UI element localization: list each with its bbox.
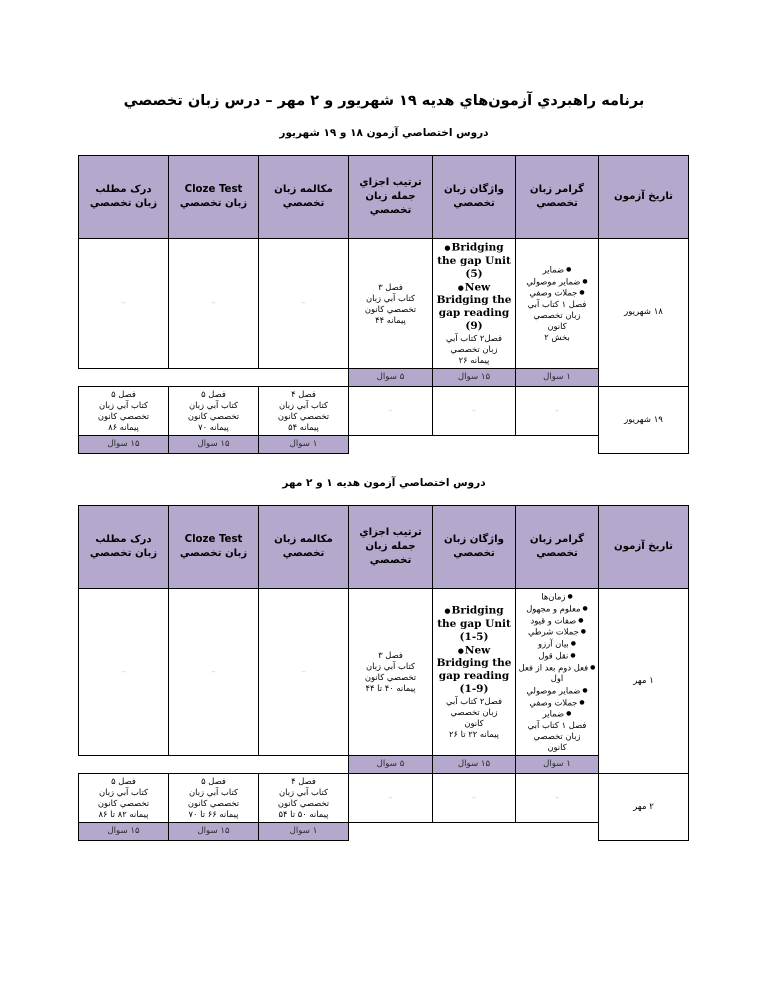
list-item: ● بيان آرزو	[518, 638, 596, 650]
badge-cloze-empty	[169, 369, 259, 387]
column-header-reading	[79, 156, 169, 239]
badge-cloze-question-count: ۱۵ سوال	[169, 436, 259, 454]
column-header-grammar-line1: گرامر زبان	[529, 534, 585, 545]
conversation-source-line4: پيمانه ۵۰ تا ۵۴	[278, 809, 329, 819]
badge-conversation-empty	[259, 369, 349, 387]
column-header-reading-line2: زبان تخصصي	[89, 198, 158, 209]
cell-sentence-order	[349, 589, 433, 756]
cell-sentence-order	[349, 239, 433, 369]
column-header-cloze-test	[169, 156, 259, 239]
column-header-conversation	[259, 156, 349, 239]
column-header-vocabulary-line2: تخصصي	[453, 198, 495, 209]
badge-vocabulary-empty	[433, 436, 516, 454]
grammar-topic-list	[518, 591, 596, 720]
vocabulary-source-line3: كانون	[464, 718, 484, 728]
cell-cloze-test: –	[169, 239, 259, 369]
vocabulary-topic-list	[435, 241, 513, 333]
list-item: ● جملات شرطي	[518, 626, 596, 638]
column-header-sentence-order-line3: تخصصي	[369, 555, 412, 566]
sentence-order-source-line4: پيمانه ۴۰ تا ۴۴	[365, 683, 416, 693]
cell-cloze-test: –	[169, 589, 259, 756]
conversation-source-line2: كتاب آبي زبان	[279, 787, 328, 797]
reading-source-line3: تخصصي كانون	[97, 411, 150, 421]
column-header-vocabulary	[433, 156, 516, 239]
cell-vocabulary: –	[433, 387, 516, 436]
cell-reading: –	[79, 589, 169, 756]
cell-vocabulary	[433, 239, 516, 369]
list-item: ● زمان‌ها	[518, 591, 596, 603]
column-header-sentence-order-line2: جمله زبان	[365, 191, 416, 202]
reading-source-line1: فصل ۵	[111, 389, 136, 399]
column-header-date	[599, 506, 689, 589]
column-header-conversation-line2: تخصصي	[282, 548, 325, 559]
list-item: ● جملات وصفي	[518, 697, 596, 709]
document-title: برنامه راهبردي آزمون‌هاي هديه ۱۹ شهريور و ۲ مهر – درس زبان تخصصي	[123, 93, 645, 109]
sentence-order-source-line1: فصل ۳	[378, 281, 403, 292]
cloze-source-line4: پيمانه ۶۶ تا ۷۰	[188, 809, 239, 819]
vocabulary-topic-list	[435, 604, 513, 696]
cell-date: ۱۹ شهريور	[599, 387, 689, 454]
grammar-source-line1: فصل ۱ كتاب آبي	[527, 299, 587, 310]
cell-grammar: –	[516, 774, 599, 823]
badge-sentence-order-question-count: ۵ سوال	[349, 756, 433, 774]
vocabulary-source-line4: پيمانه ۲۲ تا ۲۶	[449, 729, 499, 739]
column-header-sentence-order	[349, 506, 433, 589]
column-header-cloze-test-line1: Cloze Test	[184, 534, 243, 545]
table-badge-row	[79, 369, 689, 387]
column-header-conversation-line2: تخصصي	[282, 198, 325, 209]
grammar-source-line4: بخش ۲	[544, 332, 570, 343]
conversation-source-line1: فصل ۴	[291, 776, 316, 786]
cell-grammar	[516, 239, 599, 369]
table-badge-row	[79, 756, 689, 774]
sentence-order-source-line2: كتاب آبي زبان	[366, 661, 415, 671]
column-header-sentence-order-line2: جمله زبان	[365, 541, 416, 552]
badge-sentence-order-empty	[349, 823, 433, 841]
table-row	[79, 387, 689, 436]
column-header-vocabulary-line1: واژگان زبان	[444, 534, 504, 545]
list-item: ● ضماير موصولي	[518, 685, 596, 697]
badge-grammar-empty	[516, 823, 599, 841]
conversation-source-line2: كتاب آبي زبان	[279, 400, 328, 410]
column-header-reading-line1: درک مطلب	[95, 534, 152, 545]
column-header-sentence-order	[349, 156, 433, 239]
column-header-vocabulary	[433, 506, 516, 589]
vocabulary-source-line1: فصل۲ كتاب آبي	[445, 696, 503, 706]
cell-conversation	[259, 774, 349, 823]
badge-conversation-empty	[259, 756, 349, 774]
section-title-mehr: دروس اختصاصي آزمون هديه ۱ و ۲ مهر	[282, 477, 486, 489]
column-header-conversation	[259, 506, 349, 589]
table-badge-row	[79, 823, 689, 841]
sentence-order-source-line4: پيمانه ۴۴	[375, 314, 406, 325]
column-header-conversation-line1: مكالمه زبان	[274, 534, 333, 545]
cell-grammar	[516, 589, 599, 756]
badge-reading-empty	[79, 756, 169, 774]
badge-reading-question-count: ۱۵ سوال	[79, 436, 169, 454]
vocabulary-source-line2: زبان تخصصي	[450, 707, 498, 717]
sentence-order-source-line3: تخصصي كانون	[364, 303, 417, 314]
column-header-grammar-line2: تخصصي	[536, 198, 578, 209]
cell-date: ۱۸ شهريور	[599, 239, 689, 387]
column-header-cloze-test	[169, 506, 259, 589]
cell-date: ۱ مهر	[599, 589, 689, 774]
cloze-source-line3: تخصصي كانون	[187, 411, 240, 421]
reading-source-line4: پيمانه ۸۶	[108, 422, 139, 432]
column-header-date-line1: تاريخ آزمون	[614, 541, 673, 552]
grammar-topic-list	[518, 264, 596, 299]
badge-conversation-question-count: ۱ سوال	[259, 436, 349, 454]
table-header-row	[79, 506, 689, 589]
badge-conversation-question-count: ۱ سوال	[259, 823, 349, 841]
list-item: ● نقل قول	[518, 650, 596, 662]
cloze-source-line2: كتاب آبي زبان	[189, 787, 238, 797]
column-header-grammar	[516, 506, 599, 589]
grammar-source-line2: زبان تخصصي	[533, 310, 581, 321]
column-header-grammar-line2: تخصصي	[536, 548, 578, 559]
sentence-order-source-line1: فصل ۳	[378, 650, 403, 660]
badge-vocabulary-empty	[433, 823, 516, 841]
column-header-vocabulary-line2: تخصصي	[453, 548, 495, 559]
column-header-cloze-test-line2: زبان تخصصي	[179, 548, 248, 559]
vocabulary-source-line2: زبان تخصصي	[450, 344, 498, 354]
reading-source-line1: فصل ۵	[111, 776, 136, 786]
cloze-source-line1: فصل ۵	[201, 389, 226, 399]
list-item: ● New Bridging the gap reading (9)	[435, 281, 513, 334]
conversation-source-line3: تخصصي كانون	[277, 411, 330, 421]
reading-source-line3: تخصصي كانون	[97, 798, 150, 808]
badge-vocabulary-question-count: ۱۵ سوال	[433, 369, 516, 387]
list-item: ● صفات و قيود	[518, 615, 596, 627]
cell-sentence-order: –	[349, 774, 433, 823]
cloze-source-line4: پيمانه ۷۰	[198, 422, 229, 432]
grammar-source-line3: كانون	[547, 321, 567, 332]
column-header-grammar-line1: گرامر زبان	[529, 184, 585, 195]
badge-grammar-question-count: ۱ سوال	[516, 756, 599, 774]
cell-reading	[79, 774, 169, 823]
table-row	[79, 239, 689, 369]
list-item: ● Bridging the gap Unit (1-5)	[435, 604, 513, 644]
list-item: ● ضماير	[518, 708, 596, 720]
cell-vocabulary: –	[433, 774, 516, 823]
grammar-source-line2: زبان تخصصي	[533, 731, 581, 741]
list-item: ● ضماير موصولي	[518, 276, 596, 288]
column-header-reading-line1: درک مطلب	[95, 184, 152, 195]
list-item: ● معلوم و مجهول	[518, 603, 596, 615]
vocabulary-source-line1: فصل۲ كتاب آبي	[445, 333, 503, 343]
conversation-source-line3: تخصصي كانون	[277, 798, 330, 808]
cell-cloze-test	[169, 774, 259, 823]
cloze-source-line2: كتاب آبي زبان	[189, 400, 238, 410]
badge-grammar-question-count: ۱ سوال	[516, 369, 599, 387]
cell-conversation: –	[259, 589, 349, 756]
list-item: ● فعل دوم بعد از فعل اول	[518, 662, 596, 685]
table-badge-row	[79, 436, 689, 454]
column-header-sentence-order-line3: تخصصي	[369, 205, 412, 216]
cell-conversation: –	[259, 239, 349, 369]
grammar-source-line1: فصل ۱ كتاب آبي	[527, 720, 587, 730]
cell-grammar: –	[516, 387, 599, 436]
reading-source-line2: كتاب آبي زبان	[99, 400, 148, 410]
column-header-sentence-order-line1: ترتيب اجزاي	[359, 177, 422, 188]
table-header-row	[79, 156, 689, 239]
list-item: ● ضماير	[518, 264, 596, 276]
badge-vocabulary-question-count: ۱۵ سوال	[433, 756, 516, 774]
conversation-source-line4: پيمانه ۵۴	[288, 422, 319, 432]
cell-cloze-test	[169, 387, 259, 436]
cell-reading: –	[79, 239, 169, 369]
sentence-order-source-line2: كتاب آبي زبان	[366, 292, 415, 303]
reading-source-line4: پيمانه ۸۲ تا ۸۶	[98, 809, 149, 819]
cell-reading	[79, 387, 169, 436]
column-header-date-line1: تاريخ آزمون	[614, 191, 673, 202]
badge-cloze-empty	[169, 756, 259, 774]
badge-reading-empty	[79, 369, 169, 387]
column-header-cloze-test-line2: زبان تخصصي	[179, 198, 248, 209]
badge-grammar-empty	[516, 436, 599, 454]
list-item: ● Bridging the gap Unit (5)	[435, 241, 513, 281]
reading-source-line2: كتاب آبي زبان	[99, 787, 148, 797]
section-title-shahrivar: دروس اختصاصي آزمون ۱۸ و ۱۹ شهريور	[279, 127, 489, 139]
badge-cloze-question-count: ۱۵ سوال	[169, 823, 259, 841]
column-header-conversation-line1: مكالمه زبان	[274, 184, 333, 195]
list-item: ● جملات وصفي	[518, 287, 596, 299]
column-header-grammar	[516, 156, 599, 239]
column-header-vocabulary-line1: واژگان زبان	[444, 184, 504, 195]
schedule-table-mehr	[78, 505, 689, 841]
list-item: ● New Bridging the gap reading (1-9)	[435, 644, 513, 697]
column-header-reading-line2: زبان تخصصي	[89, 548, 158, 559]
badge-reading-question-count: ۱۵ سوال	[79, 823, 169, 841]
cell-vocabulary	[433, 589, 516, 756]
column-header-sentence-order-line1: ترتيب اجزاي	[359, 527, 422, 538]
badge-sentence-order-empty	[349, 436, 433, 454]
cloze-source-line3: تخصصي كانون	[187, 798, 240, 808]
column-header-reading	[79, 506, 169, 589]
cell-sentence-order: –	[349, 387, 433, 436]
cell-conversation	[259, 387, 349, 436]
conversation-source-line1: فصل ۴	[291, 389, 316, 399]
grammar-source-line3: كانون	[547, 742, 567, 752]
column-header-cloze-test-line1: Cloze Test	[184, 184, 243, 195]
cell-date: ۲ مهر	[599, 774, 689, 841]
table-row	[79, 589, 689, 756]
sentence-order-source-line3: تخصصي كانون	[364, 672, 417, 682]
cloze-source-line1: فصل ۵	[201, 776, 226, 786]
table-row	[79, 774, 689, 823]
column-header-date	[599, 156, 689, 239]
schedule-table-shahrivar	[78, 155, 689, 454]
badge-sentence-order-question-count: ۵ سوال	[349, 369, 433, 387]
vocabulary-source-line3: پيمانه ۲۶	[458, 355, 490, 365]
